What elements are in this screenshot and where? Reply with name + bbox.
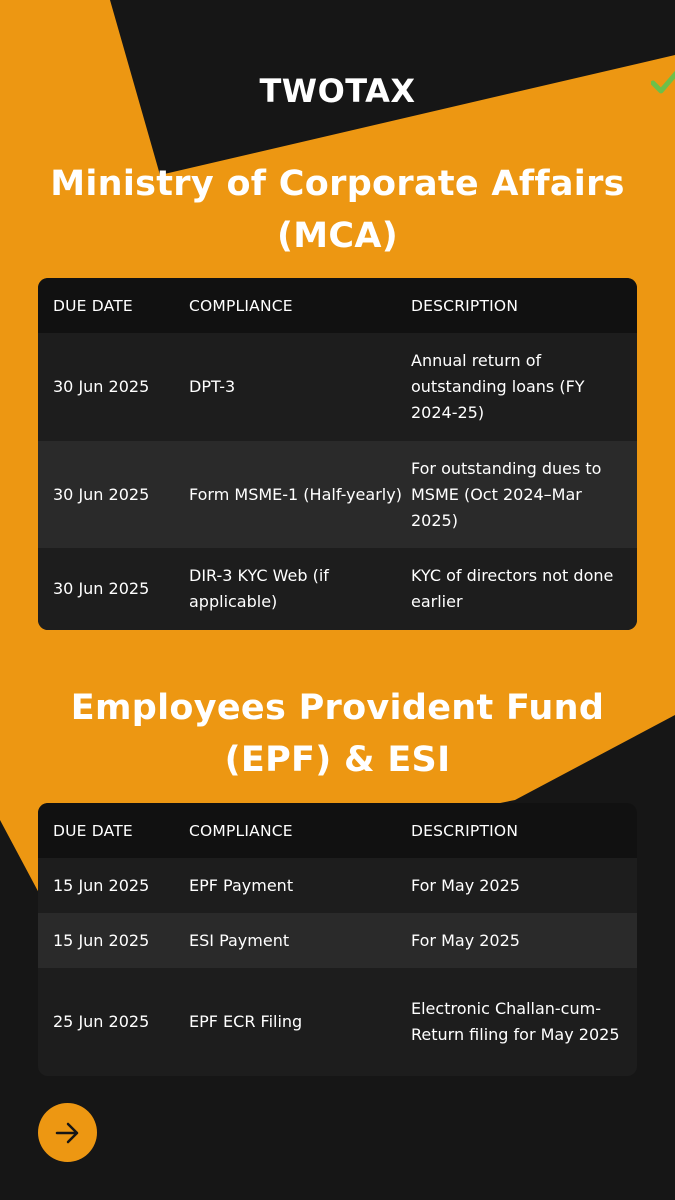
due-date-cell: 15 Jun 2025 (53, 930, 150, 950)
description-cell: For outstanding dues to MSME (Oct 2024–Mar 2025) (411, 458, 602, 530)
column-header-description: DESCRIPTION (411, 296, 519, 315)
description-cell: Electronic Challan-cum-Return filing for May 2025 (411, 999, 620, 1044)
mca-heading-line1: Ministry of Corporate Affairs (50, 164, 625, 204)
due-date-cell: 15 Jun 2025 (53, 875, 150, 895)
table-header-row (38, 278, 637, 333)
due-date-cell: 30 Jun 2025 (53, 484, 150, 504)
compliance-cell: EPF Payment (189, 875, 294, 895)
epf-heading (0, 682, 675, 786)
mca-table (38, 278, 637, 630)
table-row (38, 858, 637, 913)
compliance-cell: Form MSME-1 (Half-yearly) (189, 484, 402, 504)
description-cell: Annual return of outstanding loans (FY 2024-25) (411, 351, 585, 422)
check-mark-icon (651, 68, 675, 94)
compliance-cell: DIR-3 KYC Web (if applicable) (189, 566, 329, 611)
epf-table (38, 803, 637, 1076)
table-row (38, 548, 637, 630)
column-header-due-date: DUE DATE (53, 821, 133, 840)
compliance-cell: DPT-3 (189, 377, 236, 396)
description-cell: KYC of directors not done earlier (411, 566, 614, 611)
table-header-row (38, 803, 637, 858)
table-row (38, 968, 637, 1076)
epf-heading-line2: (EPF) & ESI (224, 740, 451, 780)
logo-text: TWOTAX (259, 72, 416, 110)
column-header-compliance: COMPLIANCE (189, 296, 293, 315)
mca-heading (0, 158, 675, 262)
compliance-cell: ESI Payment (189, 930, 290, 950)
column-header-compliance: COMPLIANCE (189, 821, 293, 840)
description-cell: For May 2025 (411, 930, 520, 950)
next-button[interactable] (38, 1103, 97, 1162)
table-row (38, 333, 637, 441)
mca-heading-line2: (MCA) (276, 216, 399, 256)
arrow-right-icon (55, 1122, 81, 1144)
epf-heading-line1: Employees Provident Fund (70, 688, 605, 728)
compliance-cell: EPF ECR Filing (189, 1012, 303, 1031)
due-date-cell: 30 Jun 2025 (53, 579, 150, 598)
column-header-description: DESCRIPTION (411, 821, 519, 840)
due-date-cell: 25 Jun 2025 (53, 1012, 150, 1031)
due-date-cell: 30 Jun 2025 (53, 377, 150, 396)
table-row (38, 441, 637, 548)
description-cell: For May 2025 (411, 875, 520, 895)
twotax-logo (0, 72, 675, 110)
column-header-due-date: DUE DATE (53, 296, 133, 315)
table-row (38, 913, 637, 968)
